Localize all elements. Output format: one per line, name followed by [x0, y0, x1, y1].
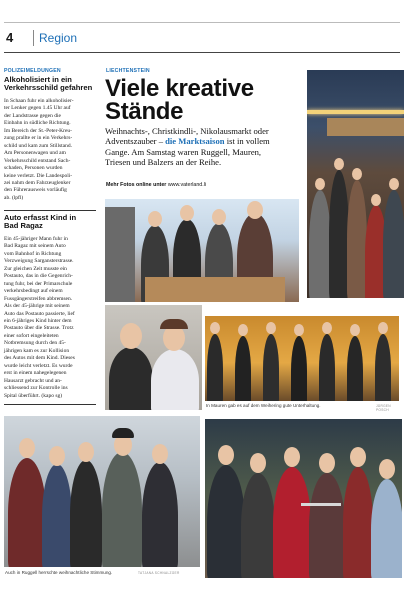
caption-mauren: In Mauren gab es auf dem Weihering gute Unterhaltung.	[206, 403, 321, 408]
photo-food-stand	[105, 199, 299, 302]
body-line: Am Personenwagen und am	[4, 150, 66, 157]
page-number: 4	[6, 30, 14, 45]
header-rule	[4, 52, 400, 53]
body-line: schliessend zur Kontrolle ins	[4, 385, 68, 392]
photo-mauren-stage	[205, 316, 399, 401]
body-line: vom Bahnhof in Richtung	[4, 250, 62, 257]
body-line: ein 6-jähriges Kind hinter dem	[4, 317, 72, 324]
body-line: Postauto, das in die Gegenrich-	[4, 273, 73, 280]
lead-fragment: ist in vollem	[224, 136, 270, 147]
body-line: Fussgängerstreifen abbremsen.	[4, 295, 73, 302]
photo-couple	[105, 305, 202, 410]
lead-highlight: die Marktsaison	[165, 136, 225, 147]
article1-body	[4, 98, 96, 202]
body-line: des Autos mit dem Kind. Dieses	[4, 355, 75, 362]
body-line: der Landstrasse gegen die	[4, 112, 61, 119]
main-lead	[105, 126, 303, 168]
article2-body	[4, 236, 96, 400]
article1-headline-line: Alkoholisiert in ein	[4, 75, 72, 84]
article-divider	[4, 210, 96, 211]
body-line: ab. (lpfl)	[4, 194, 24, 201]
body-line: einer sofort eingeleiteten	[4, 332, 59, 339]
body-line: Spital überführt. (kapo sg)	[4, 392, 63, 399]
body-line: schaden, Personen wurden	[4, 165, 63, 172]
photo-market-crowd	[307, 70, 404, 298]
credit-mauren: JÜRGEN POSCH	[376, 404, 391, 412]
body-line: Auto das Postauto passierte, lief	[4, 310, 75, 317]
credit-ruggell: TATJANA SCHNALZGER	[138, 571, 180, 575]
top-rule	[4, 22, 400, 23]
main-headline-line: Stände	[105, 98, 184, 125]
body-line: verkehrsbedingt auf einem	[4, 288, 63, 295]
article2-headline-line: Bad Ragaz	[4, 221, 43, 231]
header-separator	[33, 30, 34, 46]
body-line: zei nahm dem Fahrzeuglenker	[4, 179, 71, 186]
body-line: Notbremsung durch den 45-	[4, 340, 66, 347]
article1-headline	[4, 76, 96, 93]
body-line: Zur gleichen Zeit musste ein	[4, 265, 67, 272]
more-photos-link[interactable]: www.vaterland.li	[167, 182, 207, 188]
more-photos-label: Mehr Fotos online unter	[106, 182, 167, 188]
lead-line: Weihnachts-, Christkindli-, Nikolausmarkt oder	[105, 126, 269, 136]
body-line: erst in einem nahegelegenen	[4, 370, 67, 377]
body-line: Ein 45-jähriger Mann fuhr in	[4, 236, 68, 242]
main-headline	[105, 77, 305, 123]
body-line: In Schaan fuhr ein alkoholisier-	[4, 98, 74, 104]
body-line: schild und kam zum Stillstand.	[4, 142, 72, 149]
article2-headline	[4, 214, 96, 231]
lead-fragment: Adventszauber –	[105, 136, 166, 147]
body-line: den Führerausweis vorläufig	[4, 187, 67, 194]
photo-ruggell-group	[4, 416, 200, 567]
body-line: ter Lenker gegen 1.45 Uhr auf	[4, 105, 71, 112]
body-line: Verzweigung Sargansterstrasse.	[4, 258, 74, 265]
lead-line: Triesen und Balzers an der Reihe.	[105, 157, 222, 168]
section-title: Region	[39, 31, 78, 45]
body-line: jährigen kam es zur Kollision	[4, 347, 70, 354]
body-line: Hausarzt gebracht und an-	[4, 377, 62, 384]
main-headline-line: Viele kreative	[105, 75, 254, 102]
body-line: keine verletzt. Die Landespoli-	[4, 172, 73, 179]
body-line: zung prallte er in ein Verkehrs-	[4, 135, 73, 142]
body-line: tung fuhr, bei der Primarschule	[4, 280, 73, 287]
article2-headline-line: Auto erfasst Kind in	[4, 213, 77, 222]
article-divider	[4, 404, 96, 405]
body-line: Bad Ragaz mit seinem Auto	[4, 243, 66, 250]
lead-line: Gange. Am Samstag waren Ruggell, Mauren,	[105, 146, 262, 157]
photo-women-group	[205, 419, 402, 578]
lead-line	[105, 136, 303, 146]
more-photos-line	[106, 182, 206, 188]
body-line: Verkehrsschild entstand Sach-	[4, 157, 71, 164]
caption-ruggell: Auch in Ruggell herrschte weihnachtliche Stimmung.	[5, 570, 113, 575]
body-line: Im Bereich der St.-Peter-Kreu-	[4, 127, 73, 134]
main-kicker: LIECHTENSTEIN	[106, 68, 150, 74]
article1-kicker: POLIZEIMELDUNGEN	[4, 68, 61, 74]
body-line: wurde leicht verletzt. Es wurde	[4, 362, 73, 369]
body-line: Postauto über die Strasse. Trotz	[4, 325, 74, 332]
article1-headline-line: Verkehrsschild gefahren	[4, 83, 93, 93]
body-line: Einbahn in südliche Richtung.	[4, 120, 71, 127]
body-line: Als der 45-jährige mit seinem	[4, 303, 70, 310]
